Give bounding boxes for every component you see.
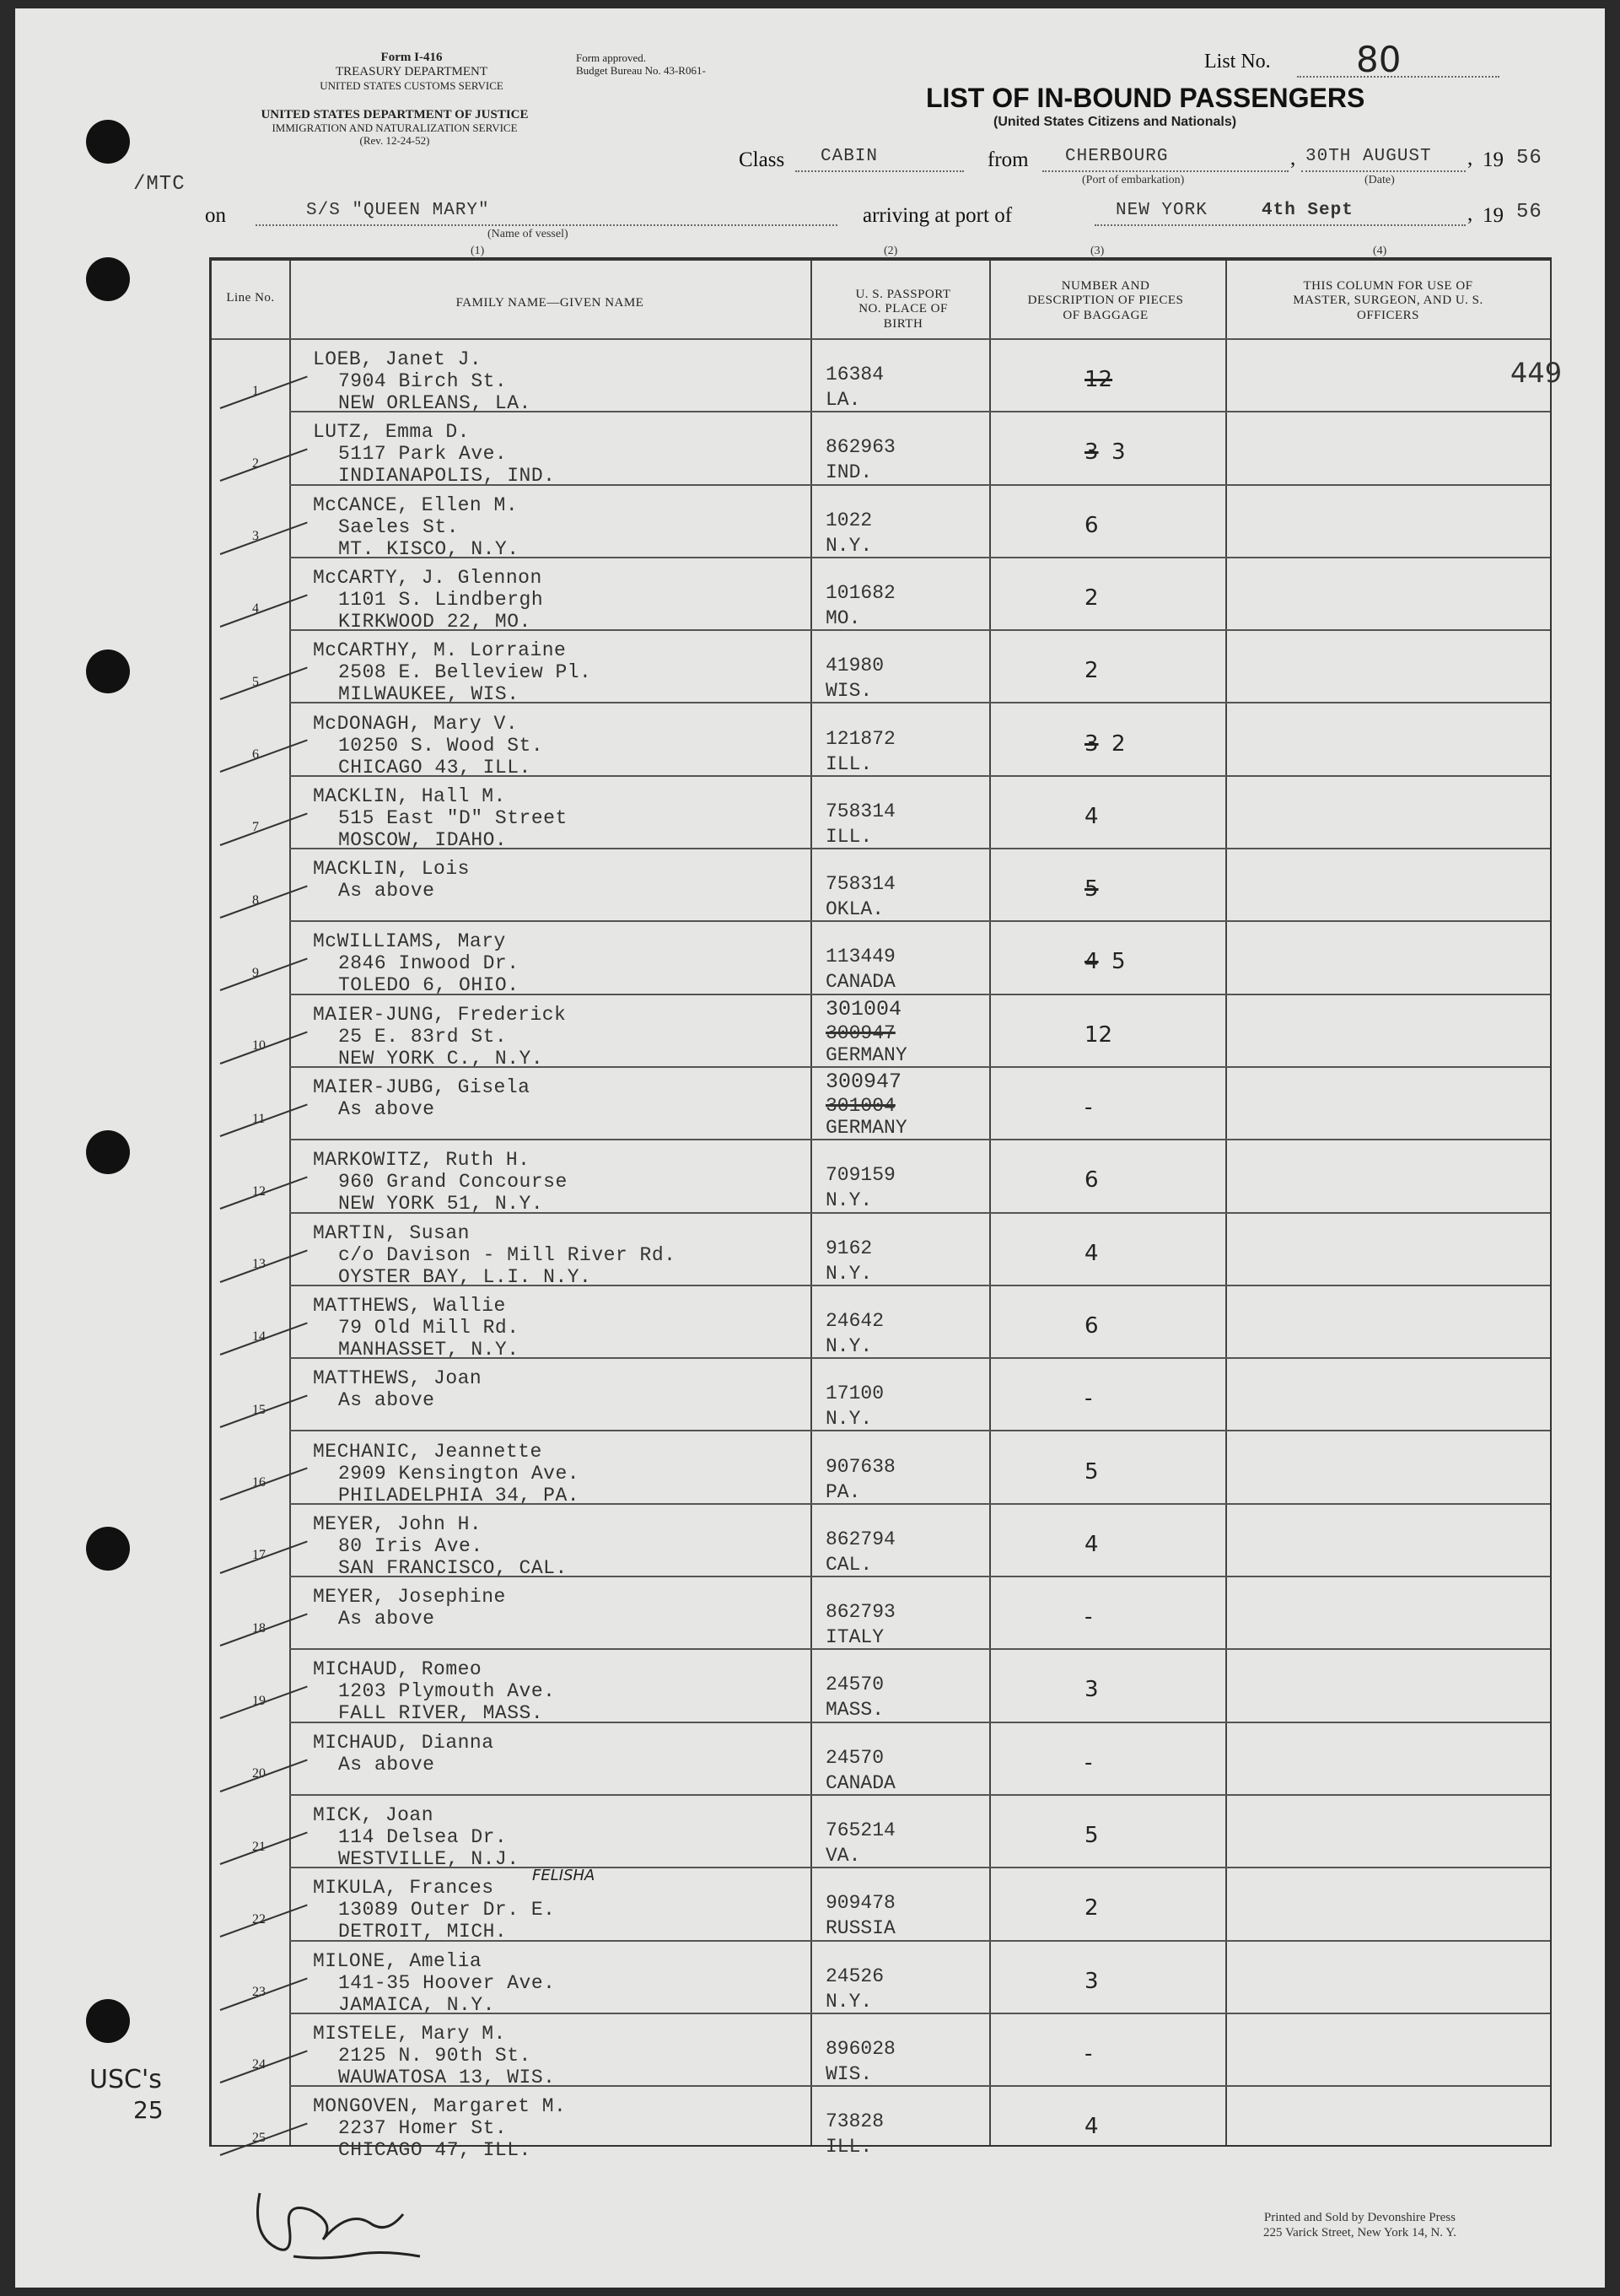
address-line-2: WAUWATOSA 13, WIS. [338, 2066, 556, 2088]
line-number: 14 [252, 1329, 266, 1345]
passenger-name: McCANCE, Ellen M. [313, 493, 519, 516]
address-line-1: 13089 Outer Dr. E. [338, 1899, 556, 1921]
col-caption-1: (1) [471, 245, 485, 257]
from-label: from [988, 148, 1029, 171]
address-line-1: As above [338, 1753, 435, 1776]
arrival-line [1095, 224, 1466, 226]
checkmark [220, 1614, 308, 1647]
checkmark [220, 1468, 308, 1501]
passport-number-struck: 301004 [826, 1095, 896, 1117]
address-line-2: FALL RIVER, MASS. [338, 1702, 544, 1725]
baggage-count: - [1084, 2040, 1093, 2067]
baggage-count: 4 [1084, 1240, 1099, 1266]
baggage-count: - [1084, 1749, 1093, 1776]
passport-number: 909478 [826, 1892, 896, 1915]
passport-number: 24642 [826, 1309, 885, 1332]
line-number: 5 [252, 674, 259, 689]
comma: , [1467, 202, 1473, 225]
table-row [212, 1648, 1550, 1725]
approval-block [576, 52, 795, 78]
passenger-name: MACKLIN, Hall M. [313, 784, 506, 807]
birthplace: MO. [826, 606, 861, 629]
birthplace: PA. [826, 1480, 861, 1503]
line-number: 18 [252, 1620, 266, 1636]
address-line-1: 141-35 Hoover Ave. [338, 1971, 556, 1994]
birthplace: ITALY [826, 1626, 885, 1649]
checkmark [220, 1249, 308, 1283]
address-line-2: WESTVILLE, N.J. [338, 1848, 519, 1870]
birthplace: N.Y. [826, 534, 873, 557]
birthplace: GERMANY [826, 1117, 907, 1139]
passport-number: 24526 [826, 1965, 885, 1987]
passport-number: 862794 [826, 1528, 896, 1550]
table-row [212, 2085, 1550, 2162]
line-number: 25 [252, 2130, 266, 2145]
address-line-2: MT. KISCO, N.Y. [338, 537, 519, 560]
passenger-name: MARTIN, Susan [313, 1221, 470, 1244]
class-label: Class [739, 148, 785, 171]
address-line-2: SAN FRANCISCO, CAL. [338, 1556, 568, 1579]
address-line-1: As above [338, 1098, 435, 1120]
arrival-port: NEW YORK [1116, 201, 1208, 220]
passport-number: 709159 [826, 1164, 896, 1187]
checkmark [220, 375, 308, 409]
address-line-2: KIRKWOOD 22, MO. [338, 610, 531, 633]
passenger-name: MATTHEWS, Wallie [313, 1294, 506, 1317]
printer-imprint [1263, 2210, 1456, 2240]
baggage-count: 2 [1084, 585, 1099, 611]
address-line-1: 1203 Plymouth Ave. [338, 1680, 556, 1703]
vessel-caption: (Name of vessel) [487, 228, 568, 240]
col-header-name: FAMILY NAME—GIVEN NAME [455, 296, 644, 310]
officer-notation: 449 [1510, 357, 1563, 389]
line-number: 17 [252, 1548, 266, 1563]
checkmark [220, 594, 308, 628]
address-line-1: 114 Delsea Dr. [338, 1826, 508, 1848]
checkmark [220, 1759, 308, 1792]
baggage-count: 3 [1111, 439, 1126, 466]
birthplace: ILL. [826, 2136, 873, 2159]
address-line-2: OYSTER BAY, L.I. N.Y. [338, 1265, 592, 1288]
address-line-1: 10250 S. Wood St. [338, 734, 544, 757]
passport-number: 862793 [826, 1601, 896, 1624]
checkmark [220, 1905, 308, 1938]
table-row [212, 1503, 1550, 1579]
table-row [212, 411, 1550, 488]
table-row [212, 1576, 1550, 1648]
col-header-baggage: NUMBER AND DESCRIPTION OF PIECES OF BAGGAGE [1027, 279, 1184, 322]
address-line-2: TOLEDO 6, OHIO. [338, 974, 519, 997]
address-line-1: 2846 Inwood Dr. [338, 952, 519, 975]
comma: , [1290, 147, 1296, 170]
baggage-count: 4 [1084, 1531, 1099, 1557]
passenger-name: MARKOWITZ, Ruth H. [313, 1149, 530, 1172]
address-line-2: CHICAGO 43, ILL. [338, 756, 531, 779]
address-line-1: c/o Davison - Mill River Rd. [338, 1243, 676, 1266]
passenger-name: LOEB, Janet J. [313, 348, 482, 370]
passenger-name: LUTZ, Emma D. [313, 421, 470, 444]
checkmark [220, 667, 308, 701]
table-row [212, 1722, 1550, 1794]
address-line-2: NEW ORLEANS, LA. [338, 392, 531, 414]
table-row [212, 629, 1550, 706]
address-line-1: 2508 E. Belleview Pl. [338, 661, 592, 684]
passport-number: 765214 [826, 1819, 896, 1841]
checkmark [220, 886, 308, 919]
checkmark [220, 1977, 308, 2011]
line-number: 4 [252, 601, 259, 617]
baggage-count: - [1084, 1095, 1093, 1120]
embark-year: 56 [1516, 147, 1542, 170]
table-row [212, 2013, 1550, 2088]
table-row [212, 1940, 1550, 2016]
agency-customs: UNITED STATES CUSTOMS SERVICE [320, 78, 503, 92]
passport-number: 73828 [826, 2110, 885, 2133]
baggage-count-struck: 12 [1084, 367, 1113, 392]
class-line [795, 170, 964, 172]
baggage-count-struck: 4 [1084, 949, 1099, 975]
birthplace: N.Y. [826, 1990, 873, 2013]
baggage-count: 5 [1084, 1458, 1099, 1485]
table-row [212, 1794, 1550, 1870]
address-line-1: 960 Grand Concourse [338, 1171, 568, 1194]
birthplace: N.Y. [826, 1189, 873, 1212]
baggage-count: - [1084, 1604, 1093, 1630]
baggage-count: 2 [1084, 658, 1099, 684]
punch-hole [86, 1999, 130, 2043]
table-row [212, 484, 1550, 560]
baggage-count-struck: 3 [1084, 439, 1099, 466]
baggage-count: 3 [1084, 1677, 1099, 1703]
date-line [1301, 170, 1466, 172]
birthplace: N.Y. [826, 1408, 873, 1431]
punch-hole [86, 1130, 130, 1174]
budget-bureau: Budget Bureau No. 43-R061- [576, 63, 706, 77]
table-row [212, 1357, 1550, 1430]
passport-number: 113449 [826, 946, 896, 968]
line-number: 20 [252, 1766, 266, 1781]
line-number: 19 [252, 1693, 266, 1708]
passenger-table [209, 257, 1563, 2162]
passport-number: 862963 [826, 436, 896, 459]
address-line-1: As above [338, 1608, 435, 1630]
address-line-2: INDIANAPOLIS, IND. [338, 465, 556, 488]
baggage-count: 4 [1084, 803, 1099, 829]
passport-number: 907638 [826, 1455, 896, 1478]
address-line-1: As above [338, 1389, 435, 1412]
table-row [212, 994, 1550, 1070]
line-number: 13 [252, 1257, 266, 1272]
arrival-year-prefix: 19 [1483, 204, 1504, 227]
checkmark [220, 812, 308, 846]
vessel-name: S/S "QUEEN MARY" [306, 201, 490, 220]
form-approved: Form approved. [576, 51, 647, 64]
punch-hole [86, 257, 130, 301]
birthplace: RUSSIA [826, 1917, 896, 1940]
passport-number: 9162 [826, 1237, 873, 1259]
line-number: 7 [252, 820, 259, 835]
line-number: 24 [252, 2057, 266, 2072]
vessel-line [256, 224, 837, 226]
birthplace: LA. [826, 389, 861, 411]
baggage-count: 5 [1084, 1823, 1099, 1848]
passenger-name: MAIER-JUBG, Gisela [313, 1076, 530, 1098]
birthplace: N.Y. [826, 1334, 873, 1357]
birthplace: WIS. [826, 2062, 873, 2085]
address-line-1: 515 East "D" Street [338, 806, 568, 829]
line-number: 9 [252, 965, 259, 980]
line-number: 12 [252, 1183, 266, 1199]
birthplace: MASS. [826, 1699, 885, 1722]
checkmark [220, 2050, 308, 2083]
table-row [212, 775, 1550, 851]
baggage-count: 6 [1084, 1167, 1099, 1194]
name-note: FELISHA [532, 1867, 595, 1885]
usc-note: USC's [89, 2065, 162, 2094]
line-number: 1 [252, 383, 259, 398]
table-row [212, 920, 1550, 997]
birthplace: ILL. [826, 825, 873, 848]
passport-number: 896028 [826, 2037, 896, 2060]
address-line-1: 2125 N. 90th St. [338, 2044, 531, 2067]
address-line-2: MILWAUKEE, WIS. [338, 683, 519, 706]
col-caption-2: (2) [884, 245, 898, 257]
address-line-1: Saeles St. [338, 515, 460, 538]
birthplace: IND. [826, 461, 873, 484]
address-line-1: 2237 Homer St. [338, 2117, 508, 2140]
baggage-count: 6 [1084, 512, 1099, 538]
birthplace: GERMANY [826, 1043, 907, 1066]
checkmark [220, 1395, 308, 1429]
passport-number: 121872 [826, 727, 896, 750]
col-header-passport: U. S. PASSPORT NO. PLACE OF BIRTH [855, 288, 951, 331]
table-row [212, 1212, 1550, 1288]
passenger-name: MEYER, John H. [313, 1512, 482, 1535]
passport-number: 41980 [826, 655, 885, 677]
address-line-1: 79 Old Mill Rd. [338, 1316, 519, 1339]
comma: , [1467, 147, 1473, 170]
form-id-block [268, 51, 555, 92]
baggage-count: 4 [1084, 2114, 1099, 2140]
col-caption-3: (3) [1090, 245, 1105, 257]
passenger-name: MICK, Joan [313, 1804, 434, 1826]
baggage-count: 12 [1084, 1021, 1113, 1048]
birthplace: WIS. [826, 680, 873, 703]
arriving-label: arriving at port of [863, 204, 1013, 227]
on-label: on [205, 204, 226, 227]
address-line-1: 80 Iris Ave. [338, 1534, 483, 1557]
address-line-2: MANHASSET, N.Y. [338, 1338, 519, 1361]
table-row [212, 1867, 1550, 1943]
table-row [212, 1066, 1550, 1139]
address-line-2: NEW YORK 51, N.Y. [338, 1193, 544, 1215]
birthplace: CANADA [826, 971, 896, 994]
embark-caption: (Port of embarkation) [1082, 174, 1185, 186]
table-row [212, 557, 1550, 633]
address-line-2: PHILADELPHIA 34, PA. [338, 1484, 580, 1506]
checkmark [220, 449, 308, 482]
passenger-name: MAIER-JUNG, Frederick [313, 1003, 567, 1026]
line-number: 6 [252, 747, 259, 762]
passport-number: 16384 [826, 364, 885, 385]
embark-port: CHERBOURG [1065, 147, 1169, 166]
birthplace: OKLA. [826, 898, 885, 921]
printer-line-2: 225 Varick Street, New York 14, N. Y. [1263, 2226, 1456, 2239]
birthplace: CANADA [826, 1771, 896, 1794]
baggage-count: 3 [1084, 1968, 1099, 1994]
baggage-count: 2 [1111, 730, 1126, 757]
passport-number: 24570 [826, 1673, 885, 1696]
justice-block [184, 108, 605, 148]
list-no-value: 80 [1356, 39, 1402, 80]
line-number: 8 [252, 892, 259, 908]
page-title: LIST OF IN-BOUND PASSENGERS [926, 83, 1365, 113]
passenger-name: MILONE, Amelia [313, 1949, 482, 1972]
line-number: 16 [252, 1475, 266, 1490]
table-row [212, 338, 1563, 414]
passenger-name: MONGOVEN, Margaret M. [313, 2095, 567, 2118]
passport-number: 101682 [826, 581, 896, 604]
passport-number: 301004 [826, 996, 902, 1021]
punch-hole [86, 120, 130, 164]
passenger-name: MICHAUD, Romeo [313, 1658, 482, 1681]
col-header-officers: THIS COLUMN FOR USE OF MASTER, SURGEON, AND U. S. OFFICERS [1293, 279, 1483, 322]
checkmark [220, 1540, 308, 1574]
address-line-1: As above [338, 880, 435, 903]
checkmark [220, 958, 308, 992]
line-number: 23 [252, 1985, 266, 2000]
line-number: 15 [252, 1402, 266, 1417]
passport-number: 17100 [826, 1382, 885, 1405]
col-caption-4: (4) [1373, 245, 1387, 257]
checkmark [220, 740, 308, 773]
form-revision: (Rev. 12-24-52) [359, 134, 430, 148]
address-line-1: 7904 Birch St. [338, 370, 508, 392]
inspector-signature [243, 2176, 437, 2269]
checkmark [220, 1177, 308, 1210]
birthplace: N.Y. [826, 1262, 873, 1285]
passenger-name: McWILLIAMS, Mary [313, 930, 506, 953]
checkmark [220, 1031, 308, 1064]
line-number: 3 [252, 529, 259, 544]
passenger-name: MECHANIC, Jeannette [313, 1440, 542, 1463]
date-caption: (Date) [1364, 174, 1395, 186]
line-number: 10 [252, 1038, 266, 1054]
passenger-name: McCARTY, J. Glennon [313, 566, 542, 589]
passport-number: 758314 [826, 873, 896, 896]
embark-date: 30TH AUGUST [1305, 147, 1432, 166]
address-line-2: DETROIT, MICH. [338, 1921, 508, 1943]
manifest-page [15, 8, 1605, 2288]
checkmark [220, 1686, 308, 1720]
checkmark [220, 1831, 308, 1865]
table-row [212, 1431, 1550, 1506]
agency-ins: IMMIGRATION AND NATURALIZATION SERVICE [272, 121, 518, 135]
address-line-2: JAMAICA, N.Y. [338, 1993, 495, 2016]
page-subtitle: (United States Citizens and Nationals) [993, 115, 1237, 129]
passenger-name: McDONAGH, Mary V. [313, 712, 519, 735]
agency-justice: UNITED STATES DEPARTMENT OF JUSTICE [261, 108, 529, 121]
passport-number: 758314 [826, 800, 896, 822]
address-line-2: MOSCOW, IDAHO. [338, 828, 508, 851]
baggage-count-struck: 3 [1084, 730, 1099, 757]
address-line-2: NEW YORK C., N.Y. [338, 1047, 544, 1070]
passenger-name: McCARTHY, M. Lorraine [313, 639, 567, 662]
baggage-count: 6 [1084, 1312, 1099, 1339]
punch-hole [86, 1527, 130, 1571]
address-line-1: 25 E. 83rd St. [338, 1025, 508, 1048]
baggage-count: - [1084, 1386, 1093, 1412]
address-line-1: 1101 S. Lindbergh [338, 588, 544, 611]
passport-number-struck: 300947 [826, 1021, 896, 1044]
address-line-1: 2909 Kensington Ave. [338, 1462, 580, 1485]
birthplace: VA. [826, 1845, 861, 1867]
line-number: 2 [252, 455, 259, 471]
col-header-line-no: Line No. [226, 291, 275, 305]
passenger-name: MATTHEWS, Joan [313, 1367, 482, 1390]
arrival-date: 4th Sept [1262, 201, 1354, 220]
checkmark [220, 1322, 308, 1356]
baggage-count: 5 [1111, 949, 1126, 975]
passenger-name: MIKULA, Frances [313, 1877, 494, 1900]
from-line [1042, 170, 1289, 172]
line-number: 21 [252, 1839, 266, 1854]
printer-line-1: Printed and Sold by Devonshire Press [1263, 2211, 1456, 2224]
checkmark [220, 2123, 308, 2157]
baggage-count: 2 [1084, 1895, 1099, 1921]
address-line-1: 5117 Park Ave. [338, 443, 508, 466]
table-row [212, 848, 1550, 920]
embark-year-prefix: 19 [1483, 148, 1504, 171]
table-row [212, 703, 1550, 779]
line-number: 11 [252, 1111, 266, 1126]
arrival-year: 56 [1516, 201, 1542, 224]
address-line-2: CHICAGO 47, ILL. [338, 2139, 531, 2162]
list-no-label: List No. [1204, 51, 1271, 73]
form-number: Form I-416 [380, 51, 443, 64]
punch-hole [86, 649, 130, 693]
birthplace: CAL. [826, 1553, 873, 1576]
passenger-name: MACKLIN, Lois [313, 858, 470, 881]
line-number: 22 [252, 1911, 266, 1927]
passport-number: 1022 [826, 509, 873, 531]
agency-treasury: TREASURY DEPARTMENT [335, 65, 488, 79]
passenger-name: MISTELE, Mary M. [313, 2022, 506, 2045]
mtc-mark: /MTC [133, 173, 186, 196]
passenger-name: MICHAUD, Dianna [313, 1731, 494, 1754]
passenger-name: MEYER, Josephine [313, 1586, 506, 1609]
usc-count: 25 [133, 2096, 164, 2124]
passport-number: 300947 [826, 1070, 902, 1094]
checkmark [220, 1103, 308, 1137]
baggage-count-struck: 5 [1084, 876, 1099, 903]
passport-number: 24570 [826, 1746, 885, 1769]
birthplace: ILL. [826, 752, 873, 775]
table-row [212, 1139, 1550, 1215]
class-value: CABIN [821, 147, 879, 166]
table-row [212, 1285, 1550, 1361]
checkmark [220, 521, 308, 555]
